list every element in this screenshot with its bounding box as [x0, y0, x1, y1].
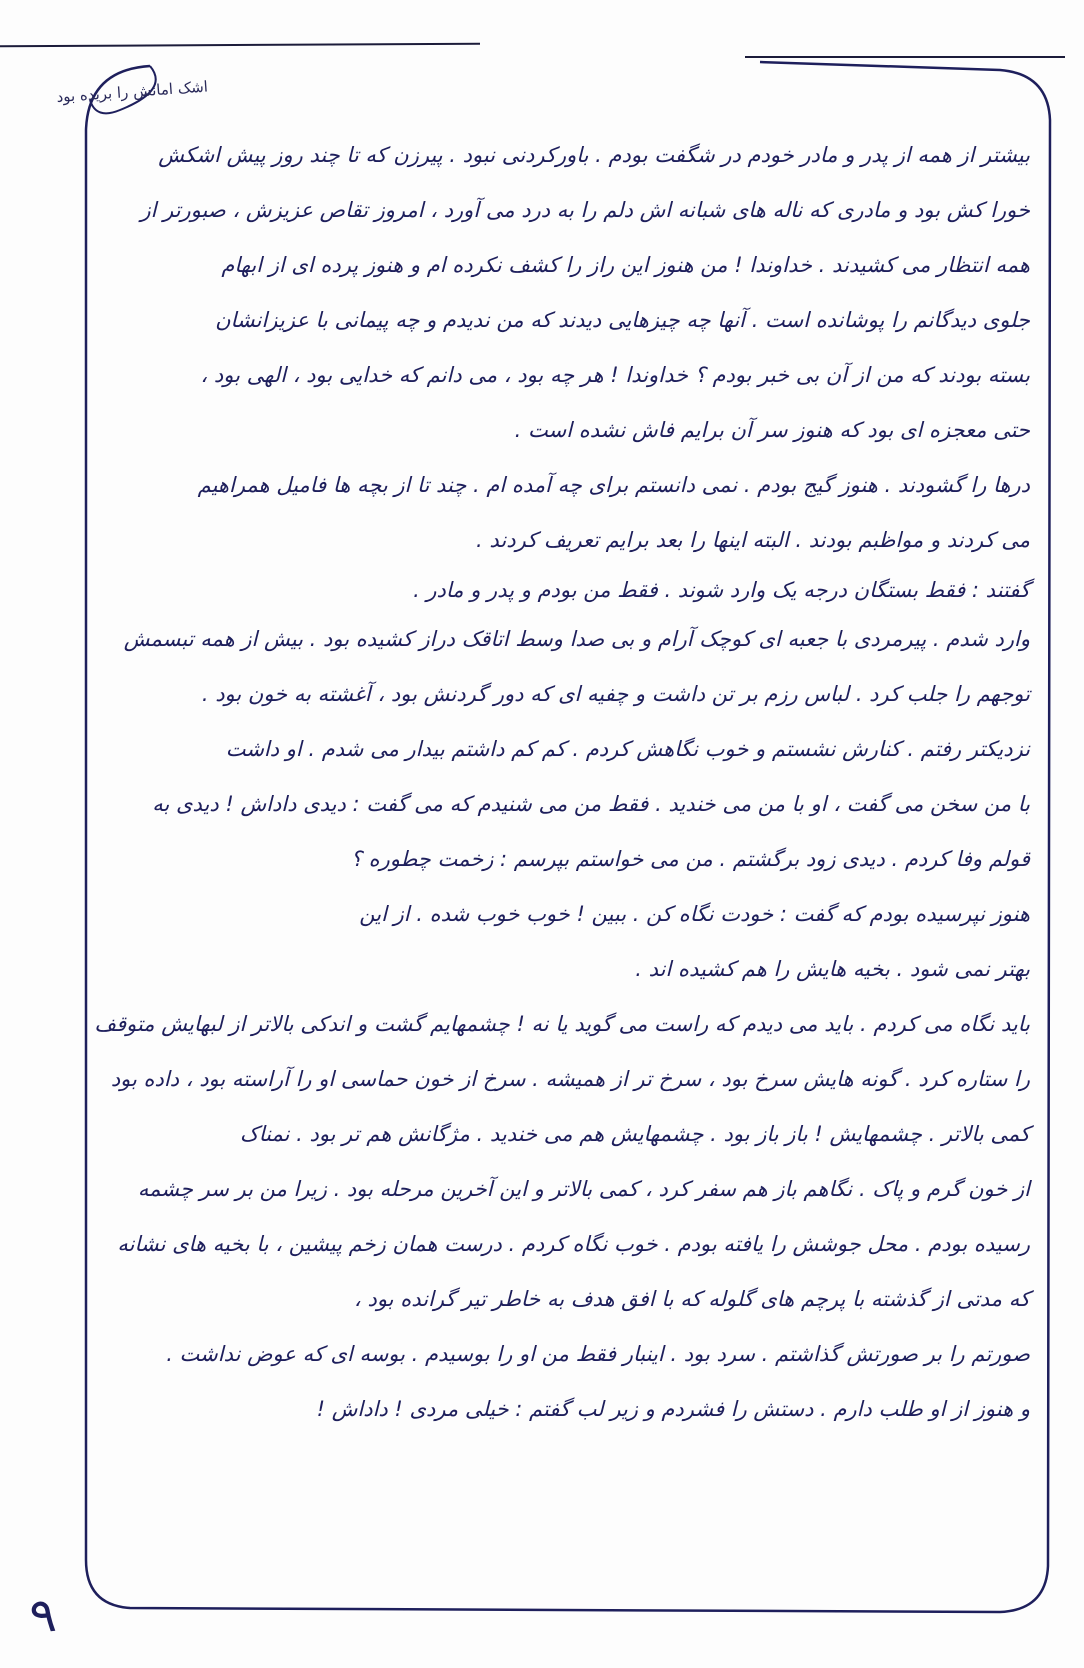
text-line: درها را گشودند . هنوز گیج بودم . نمی دانستم برای چه آمده ام . چند تا از بچه ها فامیل همراهیم — [197, 473, 1030, 497]
text-line: با من سخن می گفت ، او با من می خندید . فقط من می شنیدم که می گفت : دیدی داداش ! دیدی به — [152, 792, 1030, 816]
text-line: بهتر نمی شود . بخیه هایش را هم کشیده اند . — [635, 957, 1030, 981]
text-line: رسیده بودم . محل جوشش را یافته بودم . خوب نگاه کردم . درست همان زخم پیشین ، با بخیه های نشانه — [117, 1232, 1030, 1256]
text-line: قولم وفا کردم . دیدی زود برگشتم . من می خواستم بپرسم : زخمت چطوره ؟ — [350, 847, 1030, 871]
text-line: جلوی دیدگانم را پوشانده است . آنها چه چیزهایی دیدند که من ندیدم و چه پیمانی با عزیزانشان — [215, 308, 1030, 332]
text-line: از خون گرم و پاک . نگاهم باز هم سفر کرد ، کمی بالاتر و این آخرین مرحله بود . زیرا من بر سر چشمه — [137, 1177, 1030, 1201]
text-line: همه انتظار می کشیدند . خداوندا ! من هنوز این راز را کشف نکرده ام و هنوز پرده ای از ابهام — [221, 253, 1030, 277]
text-line: را ستاره کرد . گونه هایش سرخ بود ، سرخ تر از همیشه . سرخ از خون حماسی او را آراسته بود ، داده بود — [110, 1067, 1030, 1091]
text-line: هنوز نپرسیده بودم که گفت : خودت نگاه کن . ببین ! خوب خوب شده . از این — [359, 902, 1030, 926]
text-line: وارد شدم . پیرمردی با جعبه ای کوچک آرام و بی صدا وسط اتاقک دراز کشیده بود . بیش از همه تبسمش — [123, 627, 1030, 651]
text-line: و هنوز از او طلب دارم . دستش را فشردم و زیر لب گفتم : خیلی مردی ! داداش ! — [316, 1397, 1030, 1421]
text-line: گفتند : فقط بستگان درجه یک وارد شوند . فقط من بودم و پدر و مادر . — [413, 578, 1030, 602]
page-number: ۹ — [27, 1586, 59, 1646]
text-line: حتی معجزه ای بود که هنوز سر آن برایم فاش نشده است . — [514, 418, 1030, 442]
text-line: نزدیکتر رفتم . کنارش نشستم و خوب نگاهش کردم . کم کم داشتم بیدار می شدم . او داشت — [225, 737, 1030, 761]
text-line: باید نگاه می کردم . باید می دیدم که راست می گوید یا نه ! چشمهایم گشت و اندکی بالاتر از لبهایش متوقف — [94, 1012, 1030, 1036]
text-line: خورا کش بود و مادری که ناله های شبانه اش دلم را به درد می آورد ، امروز تقاص عزیزش ، صبورتر از — [140, 198, 1030, 222]
text-line: کمی بالاتر . چشمهایش ! باز باز بود . چشمهایش هم می خندید . مژگانش هم تر بود . نمناک — [239, 1122, 1030, 1146]
text-line: می کردند و مواظبم بودند . البته اینها را بعد برایم تعریف کردند . — [476, 528, 1030, 552]
text-line: بسته بودند که من از آن بی خبر بودم ؟ خداوندا ! هر چه بود ، می دانم که خدایی بود ، الهی بود ، — [200, 363, 1030, 387]
text-line: بیشتر از همه از پدر و مادر خودم در شگفت بودم . باورکردنی نبود . پیرزن که تا چند روز پیش اشکش — [158, 143, 1030, 167]
text-line: که مدتی از گذشته با پرچم های گلوله که با افق هدف به خاطر تیر گرانده بود ، — [354, 1287, 1030, 1311]
handwritten-text-body — [80, 128, 1040, 1437]
text-line: صورتم را بر صورتش گذاشتم . سرد بود . اینبار فقط من او را بوسیدم . بوسه ای که عوض نداشت . — [166, 1342, 1030, 1366]
text-line: توجهم را جلب کرد . لباس رزم بر تن داشت و چفیه ای که دور گردنش بود ، آغشته به خون بود . — [201, 682, 1030, 706]
margin-note: اشک امانش را بریده بود — [55, 77, 209, 107]
